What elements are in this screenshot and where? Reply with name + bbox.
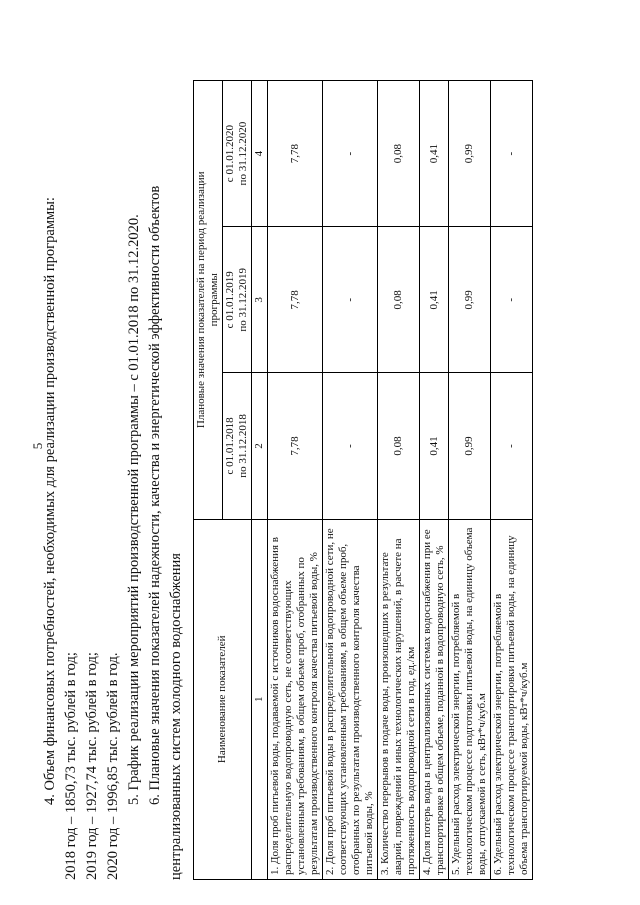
period-from: с 01.01.2019 (224, 271, 236, 329)
indicators-table (193, 80, 533, 880)
section-5-schedule: 5. График реализации мероприятий производственной программы – с 01.01.2018 по 31.12.2020. (126, 214, 142, 805)
header-planned-line1: Плановые значения показателей на период реализации (195, 171, 207, 429)
period-to: по 31.12.2019 (237, 267, 249, 332)
rotated-page-content (40, 20, 600, 880)
table-row (323, 81, 378, 880)
indicator-value: 0,99 (449, 227, 491, 373)
indicator-value: 7,78 (268, 373, 323, 519)
period-from: с 01.01.2018 (224, 417, 236, 475)
header-planned-line2: программы (208, 273, 220, 327)
indicator-value: 7,78 (268, 81, 323, 227)
column-number: 4 (252, 81, 268, 227)
period-from: с 01.01.2020 (224, 125, 236, 183)
indicator-value: - (323, 81, 378, 227)
financial-years-list (61, 20, 124, 880)
indicator-value: 0,08 (378, 81, 420, 227)
section-4-heading: 4. Объем финансовых потребностей, необходимых для реализации производственной программы: (42, 197, 58, 805)
indicator-value: 0,08 (378, 227, 420, 373)
indicator-name: 1. Доля проб питьевой воды, подаваемой с источников водоснабжения в распределительную водопроводную сеть, не соответствующих установленным требованиям, в общем объеме проб, отобранных по результатам производственного контроля качества питьевой воды, % (268, 519, 323, 879)
year-line: 2020 год – 1996,85 тыс. рублей в год. (105, 652, 121, 880)
header-planned-values (194, 81, 223, 520)
table-row (268, 81, 323, 880)
period-to: по 31.12.2020 (237, 121, 249, 186)
column-number: 1 (252, 519, 268, 879)
header-indicator-name: Наименование показателей (194, 519, 252, 879)
indicator-value: - (491, 81, 533, 227)
section-6-heading-line2: централизованных систем холодного водоснабжения (168, 553, 184, 880)
indicator-value: 0,41 (420, 81, 449, 227)
page-number: 5 (30, 442, 45, 450)
header-period-2018 (223, 373, 252, 519)
indicator-name: 4. Доля потерь воды в централизованных системах водоснабжения при ее транспортировке в общем объеме, поданной в водопроводную сеть, % (420, 519, 449, 879)
header-period-2020 (223, 81, 252, 227)
column-number: 3 (252, 227, 268, 373)
indicator-value: - (323, 373, 378, 519)
indicator-name: 3. Количество перерывов в подаче воды, произошедших в результате аварий, повреждений и иных технологических нарушений, в расчете на протяженность водопроводной сети в год, ед./км (378, 519, 420, 879)
indicator-value: 0,99 (449, 373, 491, 519)
year-line: 2018 год – 1850,73 тыс. рублей в год; (63, 652, 79, 880)
indicator-value: - (323, 227, 378, 373)
indicator-value: 0,08 (378, 373, 420, 519)
indicator-name: 2. Доля проб питьевой воды в распределительной водопроводной сети, не соответствующих установленным требованиям, в общем объеме проб, отобранных по результатам производственного контроля качества питьевой воды, % (323, 519, 378, 879)
table-row (378, 81, 420, 880)
header-period-2019 (223, 227, 252, 373)
indicator-value: 0,99 (449, 81, 491, 227)
table-row (491, 81, 533, 880)
indicator-value: - (491, 227, 533, 373)
indicator-value: 7,78 (268, 227, 323, 373)
indicator-value: 0,41 (420, 227, 449, 373)
table-row (420, 81, 449, 880)
column-number: 2 (252, 373, 268, 519)
year-line: 2019 год – 1927,74 тыс. рублей в год; (84, 652, 100, 880)
indicator-value: 0,41 (420, 373, 449, 519)
table-row (449, 81, 491, 880)
section-6-heading-line1: 6. Плановые значения показателей надежности, качества и энергетической эффективности объектов (147, 185, 163, 805)
indicator-value: - (491, 373, 533, 519)
indicator-name: 5. Удельный расход электрической энергии, потребляемой в технологическом процессе подготовки питьевой воды, на единицу объема воды, отпускаемой в сеть, кВт*ч/куб.м (449, 519, 491, 879)
period-to: по 31.12.2018 (237, 414, 249, 478)
indicator-name: 6. Удельный расход электрической энергии, потребляемой в технологическом процессе транспортировки питьевой воды, на единицу объема транспортируемой воды, кВт*ч/куб.м (491, 519, 533, 879)
